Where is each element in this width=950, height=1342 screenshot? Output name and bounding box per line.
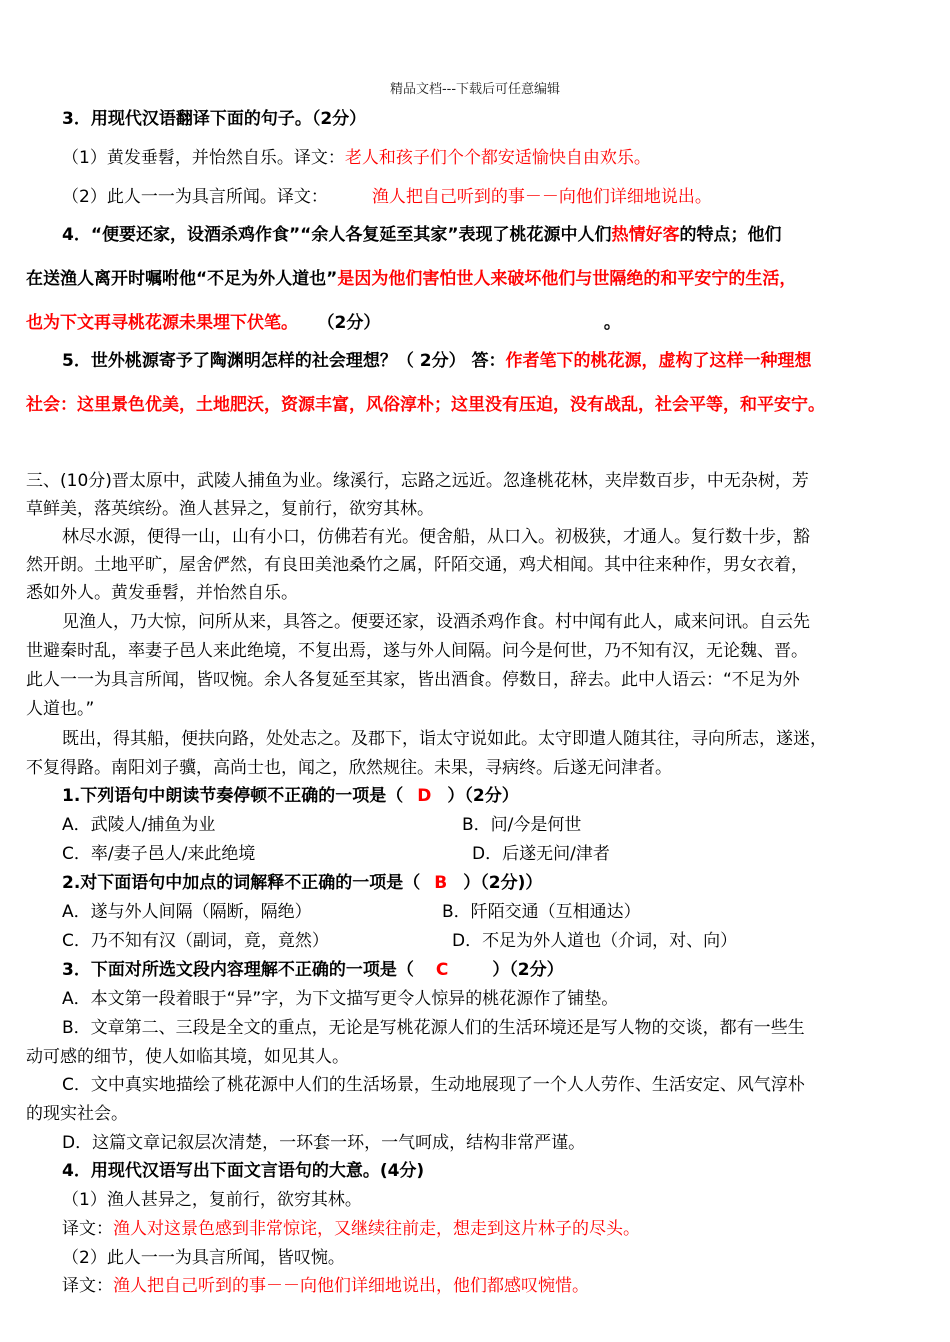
passage-line-9: 人道也。” [26,699,95,719]
passage-line-5: 悉如外人。黄发垂髫，并怡然自乐。 [26,583,298,603]
mc-question-1-option-b: B．问/今是何世 [462,815,582,835]
question-3-1 [62,143,651,168]
passage-line-10: 既出，得其船，便扶向路，处处志之。及郡下，诣太守说如此。太守即遣人随其往，寻向所志，遂迷， [62,729,827,749]
mc-question-3-text: 3．下面对所选文段内容理解不正确的一项是（ [62,960,414,980]
translation-item-2: （2）此人一一为具言所闻，皆叹惋。 [62,1248,345,1268]
question-3-1-answer: 老人和孩子们个个都安适愉快自由欢乐。 [344,148,651,168]
passage-line-7: 世避秦时乱，率妻子邑人来此绝境，不复出焉，遂与外人间隔。问今是何世，乃不知有汉，无论魏、晋。 [26,641,808,661]
passage-line-3: 林尽水源，便得一山，山有小口，仿佛若有光。便舍船，从口入。初极狭，才通人。复行数十步，豁 [62,527,810,547]
mc-question-2-option-b: B．阡陌交通（互相通达） [442,902,641,922]
translation-item-1-label: 译文： [62,1219,113,1239]
translation-item-1: （1）渔人甚异之，复前行，欲穷其林。 [62,1190,362,1210]
mc-question-1-option-c: C．率/妻子邑人/来此绝境 [62,844,256,864]
question-3-heading: 3．用现代汉语翻译下面的句子。（2分） [62,109,367,129]
question-5-text: 5．世外桃源寄予了陶渊明怎样的社会理想？（ 2分） 答： [62,351,506,371]
question-4-answer-c: 也为下文再寻桃花源未果埋下伏笔。 [26,313,298,333]
mc-question-3-score: ）（2分） [492,960,564,980]
translation-question-4: 4．用现代汉语写出下面文言语句的大意。(4分) [62,1161,425,1181]
question-5-answer-b: 社会：这里景色优美，土地肥沃，资源丰富，风俗淳朴；这里没有压迫，没有战乱，社会平等，和平安宁。 [26,395,825,415]
mc-question-3-answer: C [435,960,449,980]
question-3-2-answer: 渔人把自己听到的事－－向他们详细地说出。 [371,187,712,207]
translation-item-1-text: 渔人对这景色感到非常惊诧，又继续往前走，想走到这片林子的尽头。 [113,1219,640,1239]
question-4-line-3 [26,308,621,333]
mc-question-3-option-c-line-1: C．文中真实地描绘了桃花源中人们的生活场景，生动地展现了一个人人劳作、生活安定、风气淳朴 [62,1075,805,1095]
mc-question-3-option-c-line-2: 的现实社会。 [26,1104,128,1124]
mc-question-1-option-d: D．后遂无问/津者 [472,844,610,864]
question-4-answer-a: 热情好客 [611,225,680,245]
mc-question-3-option-b-line-1: B．文章第二、三段是全文的重点，无论是写桃花源人们的生活环境还是写人物的交谈，都有一些生 [62,1018,805,1038]
mc-question-2-answer: B [434,873,448,893]
translation-item-2-answer [62,1271,589,1296]
mc-question-2-option-a: A．遂与外人间隔（隔断，隔绝） [62,902,312,922]
question-4-score: （2分） [326,313,372,333]
question-3-1-label: （1）黄发垂髫，并怡然自乐。译文： [62,148,345,168]
mc-question-3 [62,955,564,980]
mc-question-1-answer: D [417,786,432,806]
passage-line-6: 见渔人，乃大惊，问所从来，具答之。便要还家，设酒杀鸡作食。村中闻有此人，咸来问讯。自云先 [62,612,810,632]
mc-question-3-option-b-line-2: 动可感的细节，使人如临其境，如见其人。 [26,1047,349,1067]
passage-line-4: 然开朗。土地平旷，屋舍俨然，有良田美池桑竹之属，阡陌交通，鸡犬相闻。其中往来种作，男女衣着， [26,555,808,575]
mc-question-2 [62,868,542,893]
mc-question-2-option-c: C．乃不知有汉（副词，竟，竟然） [62,931,329,951]
question-4-line-2 [26,264,796,289]
question-4-answer-b: 是因为他们害怕世人来破坏他们与世隔绝的和平安宁的生活， [337,269,797,289]
mc-question-3-option-a: A．本文第一段着眼于“异”字，为下文描写更令人惊异的桃花源作了铺垫。 [62,989,619,1009]
mc-question-2-text: 2.对下面语句中加点的词解释不正确的一项是（ [62,873,421,893]
page-header: 精品文档---下载后可任意编辑 [389,82,561,97]
mc-question-2-score: ）（2分)） [463,873,543,893]
question-5-answer-a: 作者笔下的桃花源，虚构了这样一种理想 [505,351,812,371]
question-4-text-b: 在送渔人离开时嘱咐他“不足为外人道也” [26,269,338,289]
question-5-line-1 [62,346,812,371]
mc-question-3-option-d: D．这篇文章记叙层次清楚，一环套一环，一气呵成，结构非常严谨。 [62,1133,586,1153]
mc-question-2-option-d: D．不足为外人道也（介词，对、向） [452,931,738,951]
question-4-dot: 。 [603,313,621,333]
question-3-2-label: （2）此人一一为具言所闻。译文： [62,187,328,207]
passage-line-1: 三、(10分)晋太原中，武陵人捕鱼为业。缘溪行，忘路之远近。忽逢桃花林，夹岸数百步，中无杂树，芳 [26,471,809,491]
translation-item-1-answer [62,1214,640,1239]
mc-question-1-text: 1.下列语句中朗读节奏停顿不正确的一项是（ [62,786,404,806]
question-4-text-a-end: 的特点；他们 [679,225,782,245]
question-4-line-1 [62,220,782,245]
passage-line-11: 不复得路。南阳刘子骥，高尚士也，闻之，欣然规往。未果，寻病终。后遂无问津者。 [26,758,672,778]
mc-question-1 [62,781,519,806]
translation-item-2-label: 译文： [62,1276,113,1296]
passage-line-2: 草鲜美，落英缤纷。渔人甚异之，复前行，欲穷其林。 [26,499,434,519]
question-4-text-a: 4．“便要还家，设酒杀鸡作食”“余人各复延至其家”表现了桃花源中人们 [62,225,612,245]
mc-question-1-score: ）（2分） [447,786,519,806]
translation-item-2-text: 渔人把自己听到的事－－向他们详细地说出，他们都感叹惋惜。 [113,1276,589,1296]
question-3-2 [62,182,712,207]
passage-line-8: 此人一一为具言所闻，皆叹惋。余人各复延至其家，皆出酒食。停数日，辞去。此中人语云：“不足为外 [26,670,800,690]
mc-question-1-option-a: A．武陵人/捕鱼为业 [62,815,216,835]
